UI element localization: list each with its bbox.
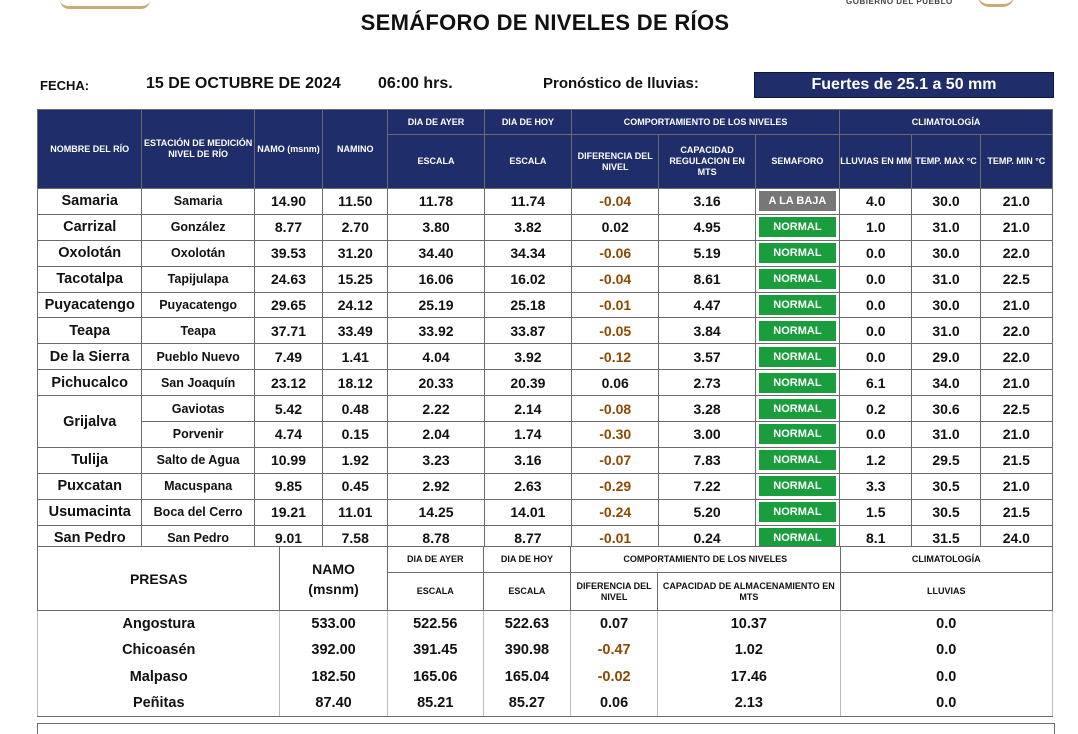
station-name: Boca del Cerro [142,499,254,525]
scale-today: 8.77 [484,525,571,551]
rain-mm: 3.3 [840,473,912,499]
status-badge: NORMAL [759,269,836,289]
dam-level-difference: -0.47 [571,637,658,664]
namino-value: 0.15 [323,422,388,448]
level-difference: -0.04 [572,266,659,292]
namino-value: 7.58 [323,525,388,551]
dam-row [38,637,1053,664]
temp-max: 31.0 [912,266,980,292]
scale-yesterday: 16.06 [388,266,484,292]
temp-max: 30.5 [912,473,980,499]
header-today: DIA DE HOY [484,110,571,135]
semaforo-cell [755,189,839,215]
header-scale-today: ESCALA [484,135,571,189]
scale-yesterday: 11.78 [388,189,484,215]
temp-min: 22.0 [980,240,1052,266]
regulation-capacity: 0.24 [659,525,755,551]
namo-value: 7.49 [254,344,322,370]
regulation-capacity: 3.16 [659,189,755,215]
namino-value: 1.92 [323,447,388,473]
dam-scale-today: 165.04 [483,664,570,691]
regulation-capacity: 3.84 [659,318,755,344]
forecast-label: Pronóstico de lluvias: [543,75,699,92]
status-badge: NORMAL [759,502,836,522]
regulation-capacity: 8.61 [659,266,755,292]
scale-yesterday: 14.25 [388,499,484,525]
river-row [38,499,1053,525]
regulation-capacity: 4.95 [659,214,755,240]
semaforo-cell [755,318,839,344]
river-row [38,214,1053,240]
dam-row [38,690,1053,717]
namino-value: 0.45 [323,473,388,499]
scale-today: 2.14 [484,396,571,422]
dam-namo: 87.40 [280,690,387,717]
dam-name: Peñitas [38,690,280,717]
scale-today: 1.74 [484,422,571,448]
level-difference: -0.08 [572,396,659,422]
dam-scale-today: 390.98 [483,637,570,664]
temp-min: 21.5 [980,447,1052,473]
dam-rain: 0.0 [840,611,1052,638]
government-label: GOBIERNO DEL PUEBLO [846,0,953,6]
namo-value: 10.99 [254,447,322,473]
level-difference: 0.06 [572,370,659,396]
report-date: 15 DE OCTUBRE DE 2024 [146,75,341,92]
river-name: Samaria [38,189,142,215]
river-row [38,318,1053,344]
namino-value: 11.50 [323,189,388,215]
scale-yesterday: 3.80 [388,214,484,240]
temp-min: 24.0 [980,525,1052,551]
status-badge: NORMAL [759,476,836,496]
dams-header-capacity: CAPACIDAD DE ALMACENAMIENTO EN MTS [658,573,840,611]
semaforo-cell [755,370,839,396]
temp-max: 30.5 [912,499,980,525]
river-row [38,447,1053,473]
scale-today: 2.63 [484,473,571,499]
dam-row [38,664,1053,691]
river-name: Teapa [38,318,142,344]
header-rain: LLUVIAS EN MM [840,135,912,189]
scale-today: 25.18 [484,292,571,318]
header-river: NOMBRE DEL RÍO [38,110,142,189]
dams-header-climatology: CLIMATOLOGÍA [840,547,1052,573]
temp-max: 29.5 [912,447,980,473]
scale-today: 20.39 [484,370,571,396]
semaforo-cell [755,447,839,473]
namo-value: 37.71 [254,318,322,344]
river-name: Pichucalco [38,370,142,396]
forecast-value-box: Fuertes de 25.1 a 50 mm [754,72,1054,98]
river-name: Tacotalpa [38,266,142,292]
date-label: FECHA: [40,78,90,93]
namo-value: 8.77 [254,214,322,240]
namino-value: 24.12 [323,292,388,318]
river-row [38,344,1053,370]
dam-scale-yesterday: 522.56 [387,611,483,638]
namo-value: 39.53 [254,240,322,266]
river-row [38,370,1053,396]
header-semaforo: SEMAFORO [755,135,839,189]
header-scale-yesterday: ESCALA [388,135,484,189]
temp-max: 31.0 [912,214,980,240]
river-name: San Pedro [38,525,142,551]
namo-value: 9.85 [254,473,322,499]
namino-value: 31.20 [323,240,388,266]
header-yesterday: DIA DE AYER [388,110,484,135]
report-hour: 06:00 hrs. [378,75,453,92]
semaforo-cell [755,344,839,370]
semaforo-cell [755,396,839,422]
temp-max: 31.0 [912,318,980,344]
namo-value: 19.21 [254,499,322,525]
station-name: Oxolotán [142,240,254,266]
regulation-capacity: 5.19 [659,240,755,266]
temp-min: 21.5 [980,499,1052,525]
river-name: Puxcatan [38,473,142,499]
temp-max: 30.0 [912,292,980,318]
rain-mm: 0.0 [840,318,912,344]
dams-header-behavior: COMPORTAMIENTO DE LOS NIVELES [571,547,841,573]
header-namino: NAMINO [323,110,388,189]
namo-value: 23.12 [254,370,322,396]
scale-yesterday: 2.04 [388,422,484,448]
station-name: San Joaquín [142,370,254,396]
dams-header-namo-unit: (msnm) [308,580,359,597]
dam-name: Angostura [38,611,280,638]
scale-yesterday: 3.23 [388,447,484,473]
station-name: Salto de Agua [142,447,254,473]
dam-name: Chicoasén [38,637,280,664]
station-name: San Pedro [142,525,254,551]
rain-mm: 6.1 [840,370,912,396]
river-row [38,422,1053,448]
dam-scale-yesterday: 165.06 [387,664,483,691]
namo-value: 9.01 [254,525,322,551]
dam-namo: 533.00 [280,611,387,638]
scale-yesterday: 20.33 [388,370,484,396]
temp-max: 31.5 [912,525,980,551]
station-name: Puyacatengo [142,292,254,318]
semaforo-cell [755,473,839,499]
rain-mm: 0.0 [840,344,912,370]
scale-yesterday: 34.40 [388,240,484,266]
river-row [38,473,1053,499]
rain-mm: 0.0 [840,292,912,318]
namino-value: 18.12 [323,370,388,396]
scale-yesterday: 25.19 [388,292,484,318]
river-name: Carrizal [38,214,142,240]
header-diff: DIFERENCIA DEL NIVEL [572,135,659,189]
dams-header-namo [280,547,387,611]
dam-level-difference: 0.07 [571,611,658,638]
regulation-capacity: 3.28 [659,396,755,422]
temp-min: 22.5 [980,396,1052,422]
level-difference: -0.24 [572,499,659,525]
status-badge: NORMAL [759,399,836,419]
semaforo-cell [755,240,839,266]
dam-rain: 0.0 [840,664,1052,691]
temp-min: 22.0 [980,318,1052,344]
dam-storage-capacity: 10.37 [658,611,840,638]
dams-table [37,546,1053,717]
temp-max: 34.0 [912,370,980,396]
semaforo-cell [755,499,839,525]
river-row [38,240,1053,266]
semaforo-cell [755,214,839,240]
scale-yesterday: 33.92 [388,318,484,344]
level-difference: 0.02 [572,214,659,240]
river-row [38,396,1053,422]
status-badge: NORMAL [759,321,836,341]
level-difference: -0.05 [572,318,659,344]
rain-mm: 1.5 [840,499,912,525]
rain-mm: 0.2 [840,396,912,422]
namino-value: 11.01 [323,499,388,525]
temp-max: 31.0 [912,422,980,448]
river-name: Oxolotán [38,240,142,266]
river-row [38,189,1053,215]
dam-storage-capacity: 2.13 [658,690,840,717]
namino-value: 1.41 [323,344,388,370]
station-name: Macuspana [142,473,254,499]
station-name: Tapijulapa [142,266,254,292]
scale-today: 3.16 [484,447,571,473]
dams-header-rain: LLUVIAS [840,573,1052,611]
status-badge: NORMAL [759,295,836,315]
temp-max: 30.6 [912,396,980,422]
header-behavior: COMPORTAMIENTO DE LOS NIVELES [572,110,840,135]
header-capacity: CAPACIDAD REGULACION EN MTS [659,135,755,189]
dam-rain: 0.0 [840,690,1052,717]
river-name: Grijalva [38,396,142,448]
temp-min: 21.0 [980,214,1052,240]
station-name: Gaviotas [142,396,254,422]
dam-level-difference: 0.06 [571,690,658,717]
header-climatology: CLIMATOLOGÍA [840,110,1053,135]
level-difference: -0.04 [572,189,659,215]
government-logo-left [60,0,150,9]
namo-value: 4.74 [254,422,322,448]
rain-mm: 0.0 [840,422,912,448]
status-badge: NORMAL [759,450,836,470]
header-tmax: TEMP. MAX °C [912,135,980,189]
footer-section [37,723,1055,734]
station-name: Teapa [142,318,254,344]
station-name: Samaria [142,189,254,215]
dam-namo: 392.00 [280,637,387,664]
page-title: SEMÁFORO DE NIVELES DE RÍOS [360,10,730,35]
scale-today: 16.02 [484,266,571,292]
dams-header-yesterday: DIA DE AYER [387,547,483,573]
temp-min: 21.0 [980,422,1052,448]
river-name: Tulija [38,447,142,473]
level-difference: -0.29 [572,473,659,499]
semaforo-cell [755,266,839,292]
scale-today: 14.01 [484,499,571,525]
regulation-capacity: 2.73 [659,370,755,396]
dams-header-name: PRESAS [38,547,280,611]
regulation-capacity: 7.22 [659,473,755,499]
regulation-capacity: 4.47 [659,292,755,318]
temp-max: 29.0 [912,344,980,370]
dam-storage-capacity: 17.46 [658,664,840,691]
rain-mm: 4.0 [840,189,912,215]
scale-today: 11.74 [484,189,571,215]
status-badge: NORMAL [759,347,836,367]
status-badge: NORMAL [759,528,836,548]
dam-level-difference: -0.02 [571,664,658,691]
station-name: González [142,214,254,240]
level-difference: -0.01 [572,525,659,551]
rain-mm: 0.0 [840,240,912,266]
dam-scale-yesterday: 391.45 [387,637,483,664]
river-name: Puyacatengo [38,292,142,318]
namo-value: 24.63 [254,266,322,292]
dams-header-scale-today: ESCALA [483,573,570,611]
dam-scale-today: 522.63 [483,611,570,638]
dam-rain: 0.0 [840,637,1052,664]
dam-namo: 182.50 [280,664,387,691]
dam-storage-capacity: 1.02 [658,637,840,664]
namino-value: 15.25 [323,266,388,292]
rain-mm: 0.0 [840,266,912,292]
river-name: Usumacinta [38,499,142,525]
temp-min: 22.0 [980,344,1052,370]
scale-today: 3.92 [484,344,571,370]
dams-header-scale-yesterday: ESCALA [387,573,483,611]
regulation-capacity: 3.57 [659,344,755,370]
temp-min: 22.5 [980,266,1052,292]
namino-value: 2.70 [323,214,388,240]
rain-mm: 1.2 [840,447,912,473]
dam-scale-today: 85.27 [483,690,570,717]
level-difference: -0.06 [572,240,659,266]
semaforo-cell [755,422,839,448]
status-badge: A LA BAJA [759,191,836,211]
scale-yesterday: 4.04 [388,344,484,370]
level-difference: -0.01 [572,292,659,318]
header-namo: NAMO (msnm) [254,110,322,189]
level-difference: -0.12 [572,344,659,370]
river-row [38,292,1053,318]
station-name: Pueblo Nuevo [142,344,254,370]
scale-yesterday: 2.22 [388,396,484,422]
regulation-capacity: 7.83 [659,447,755,473]
namino-value: 33.49 [323,318,388,344]
rivers-table [37,109,1053,551]
level-difference: -0.30 [572,422,659,448]
level-difference: -0.07 [572,447,659,473]
namino-value: 0.48 [323,396,388,422]
government-logo-right [978,0,1014,7]
dams-header-today: DIA DE HOY [483,547,570,573]
temp-min: 21.0 [980,292,1052,318]
scale-yesterday: 2.92 [388,473,484,499]
temp-max: 30.0 [912,189,980,215]
river-row [38,266,1053,292]
scale-today: 33.87 [484,318,571,344]
regulation-capacity: 3.00 [659,422,755,448]
dams-header-namo-label: NAMO [312,560,355,577]
status-badge: NORMAL [759,424,836,444]
temp-max: 30.0 [912,240,980,266]
namo-value: 29.65 [254,292,322,318]
header-tmin: TEMP. MIN °C [980,135,1052,189]
namo-value: 5.42 [254,396,322,422]
scale-today: 3.82 [484,214,571,240]
rain-mm: 8.1 [840,525,912,551]
semaforo-cell [755,292,839,318]
namo-value: 14.90 [254,189,322,215]
temp-min: 21.0 [980,189,1052,215]
status-badge: NORMAL [759,373,836,393]
rain-mm: 1.0 [840,214,912,240]
station-name: Porvenir [142,422,254,448]
status-badge: NORMAL [759,243,836,263]
dams-header-diff: DIFERENCIA DEL NIVEL [571,573,658,611]
dam-scale-yesterday: 85.21 [387,690,483,717]
scale-yesterday: 8.78 [388,525,484,551]
scale-today: 34.34 [484,240,571,266]
temp-min: 21.0 [980,473,1052,499]
temp-min: 21.0 [980,370,1052,396]
header-station: ESTACIÓN DE MEDICIÓN NIVEL DE RÍO [142,110,254,189]
regulation-capacity: 5.20 [659,499,755,525]
river-name: De la Sierra [38,344,142,370]
dam-name: Malpaso [38,664,280,691]
status-badge: NORMAL [759,217,836,237]
dam-row [38,611,1053,638]
